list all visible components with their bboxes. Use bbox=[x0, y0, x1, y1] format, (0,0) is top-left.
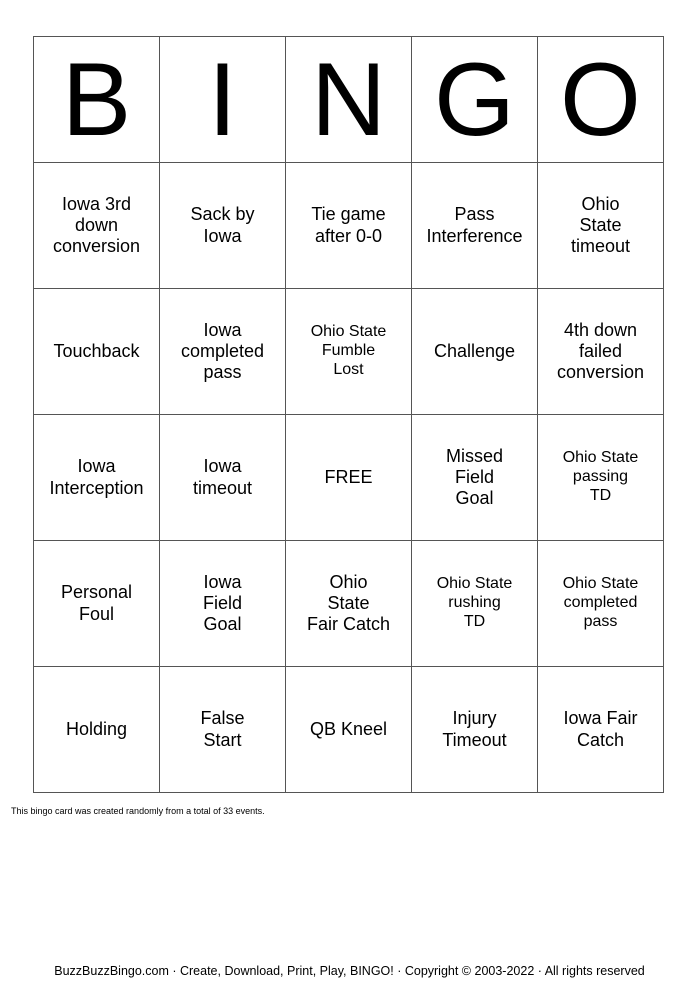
cell-text-line: conversion bbox=[52, 236, 141, 257]
bingo-cell bbox=[538, 415, 664, 541]
bingo-cell bbox=[412, 667, 538, 793]
cell-text-line: Ohio State bbox=[562, 449, 639, 467]
footer-text: BuzzBuzzBingo.com · Create, Download, Print, Play, BINGO! · Copyright © 2003-2022 · All rights reserved bbox=[54, 964, 645, 978]
cell-text-line: State bbox=[579, 214, 622, 235]
header-letter-o: O bbox=[538, 37, 664, 163]
cell-text-line: after 0-0 bbox=[314, 225, 383, 246]
cell-text-line: Iowa bbox=[77, 456, 116, 477]
cell-text-line: Iowa 3rd bbox=[61, 193, 132, 214]
cell-text-line: Goal bbox=[455, 488, 494, 509]
cell-text-line: Catch bbox=[576, 729, 625, 750]
cell-text-line: Ohio bbox=[581, 193, 620, 214]
cell-text-line: Touchback bbox=[53, 340, 140, 361]
cell-text-line: Field bbox=[454, 466, 494, 487]
cell-text-line: timeout bbox=[570, 236, 631, 257]
cell-text-line: Ohio bbox=[329, 571, 368, 592]
cell-text-line: Pass bbox=[454, 204, 495, 225]
cell-text-line: completed bbox=[180, 340, 265, 361]
cell-text-line: Field bbox=[202, 592, 242, 613]
cell-text-line: 4th down bbox=[563, 319, 638, 340]
cell-text-line: Start bbox=[203, 729, 242, 750]
bingo-cell bbox=[34, 163, 160, 289]
card-row bbox=[34, 163, 664, 289]
card-row bbox=[34, 541, 664, 667]
cell-text-line: Tie game bbox=[311, 204, 386, 225]
cell-text-line: Holding bbox=[65, 718, 128, 739]
cell-text-line: completed bbox=[563, 594, 638, 612]
cell-text-line: Ohio State bbox=[310, 323, 387, 341]
cell-text-line: Goal bbox=[203, 614, 242, 635]
cell-text-line: Interception bbox=[49, 477, 144, 498]
cell-text-line: Iowa bbox=[203, 319, 242, 340]
bingo-cell bbox=[160, 163, 286, 289]
cell-text-line: Lost bbox=[333, 360, 364, 378]
bingo-cell bbox=[160, 541, 286, 667]
bingo-cell bbox=[538, 541, 664, 667]
header-letter-n: N bbox=[286, 37, 412, 163]
bingo-cell bbox=[34, 289, 160, 415]
bingo-cell bbox=[34, 541, 160, 667]
header-letter-i: I bbox=[160, 37, 286, 163]
bingo-cell bbox=[160, 667, 286, 793]
cell-text-line: FREE bbox=[324, 466, 373, 487]
cell-text-line: Iowa Fair bbox=[563, 708, 638, 729]
card-grid bbox=[34, 163, 664, 793]
bingo-cell bbox=[34, 415, 160, 541]
cell-text-line: Foul bbox=[78, 603, 114, 624]
bingo-cell bbox=[412, 541, 538, 667]
cell-text-line: timeout bbox=[192, 477, 253, 498]
bingo-cell bbox=[286, 289, 412, 415]
bingo-cell bbox=[286, 415, 412, 541]
card-row bbox=[34, 289, 664, 415]
cell-text-line: Iowa bbox=[203, 225, 242, 246]
bingo-cell bbox=[412, 415, 538, 541]
cell-text-line: passing bbox=[572, 468, 629, 486]
cell-text-line: Ohio State bbox=[562, 575, 639, 593]
cell-text-line: Ohio State bbox=[436, 575, 513, 593]
cell-text-line: conversion bbox=[556, 362, 645, 383]
cell-text-line: pass bbox=[583, 612, 618, 630]
cell-text-line: Missed bbox=[445, 445, 503, 466]
cell-text-line: Interference bbox=[426, 225, 523, 246]
cell-text-line: False bbox=[200, 708, 245, 729]
cell-text-line: Fair Catch bbox=[306, 614, 391, 635]
bingo-cell bbox=[34, 667, 160, 793]
cell-text-line: Sack by bbox=[190, 204, 255, 225]
bingo-cell bbox=[412, 163, 538, 289]
bingo-cell bbox=[538, 289, 664, 415]
cell-text-line: Personal bbox=[60, 582, 133, 603]
card-row bbox=[34, 667, 664, 793]
cell-text-line: rushing bbox=[448, 594, 501, 612]
cell-text-line: Injury bbox=[452, 708, 497, 729]
cell-text-line: TD bbox=[589, 486, 612, 504]
card-row bbox=[34, 415, 664, 541]
bingo-cell bbox=[160, 289, 286, 415]
card-note: This bingo card was created randomly from a total of 33 events. bbox=[11, 806, 265, 816]
cell-text-line: Fumble bbox=[321, 342, 376, 360]
cell-text-line: pass bbox=[203, 362, 242, 383]
cell-text-line: Iowa bbox=[203, 456, 242, 477]
header-row bbox=[34, 37, 664, 163]
bingo-cell bbox=[286, 541, 412, 667]
header-letter-g: G bbox=[412, 37, 538, 163]
cell-text-line: Challenge bbox=[433, 340, 516, 361]
cell-text-line: Timeout bbox=[442, 729, 507, 750]
cell-text-line: Iowa bbox=[203, 571, 242, 592]
bingo-cell bbox=[538, 667, 664, 793]
cell-text-line: down bbox=[74, 214, 119, 235]
bingo-cell bbox=[412, 289, 538, 415]
cell-text-line: State bbox=[327, 592, 370, 613]
cell-text-line: TD bbox=[463, 612, 486, 630]
cell-text-line: QB Kneel bbox=[309, 718, 388, 739]
header-letter-b: B bbox=[34, 37, 160, 163]
cell-text-line: failed bbox=[578, 340, 623, 361]
bingo-cell bbox=[160, 415, 286, 541]
bingo-card bbox=[33, 36, 664, 793]
bingo-cell bbox=[286, 163, 412, 289]
bingo-cell bbox=[286, 667, 412, 793]
bingo-cell bbox=[538, 163, 664, 289]
